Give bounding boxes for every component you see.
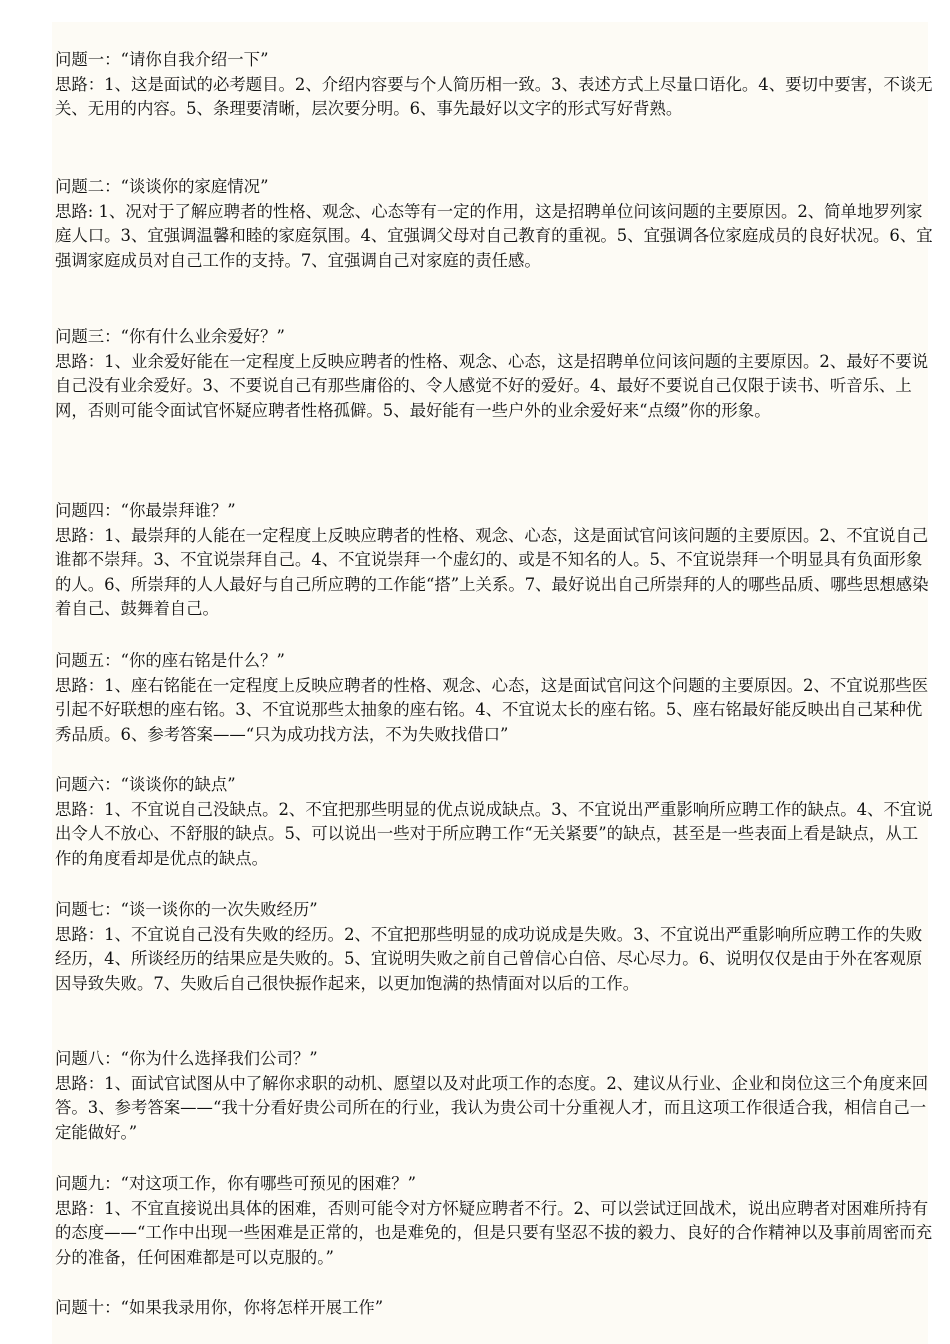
- question-answer: 思路：1、业余爱好能在一定程度上反映应聘者的性格、观念、心态，这是招聘单位问该问题的主要原因。2、最好不要说自己没有业余爱好。3、不要说自己有那些庸俗的、令人感觉不好的爱好。4、最好不要说自己仅限于读书、听音乐、上网，否则可能令面试官怀疑应聘者性格孤僻。5、最好能有一些户外的业余爱好来“点缀”你的形象。: [55, 351, 929, 420]
- question-title: 问题三：“你有什么业余爱好？”: [55, 327, 285, 346]
- question-title: 问题九：“对这项工作，你有哪些可预见的困难？”: [55, 1174, 416, 1193]
- question-4: [55, 499, 933, 622]
- question-3: [55, 325, 933, 423]
- question-8: [55, 1047, 933, 1145]
- question-answer: 思路：1、这是面试的必考题目。2、介绍内容要与个人简历相一致。3、表述方式上尽量口语化。4、要切中要害，不谈无关、无用的内容。5、条理要清晰，层次要分明。6、事先最好以文字的形式写好背熟。: [55, 74, 933, 118]
- question-5: [55, 649, 933, 747]
- question-title: 问题八：“你为什么选择我们公司？”: [55, 1049, 318, 1068]
- question-6: [55, 773, 933, 871]
- question-title: 问题二：“谈谈你的家庭情况”: [55, 177, 269, 196]
- question-9: [55, 1172, 933, 1270]
- question-answer: 思路: 1、况对于了解应聘者的性格、观念、心态等有一定的作用，这是招聘单位问该问题的主要原因。2、简单地罗列家庭人口。3、宜强调温馨和睦的家庭氛围。4、宜强调父母对自己教育的重视。5、宜强调各位家庭成员的良好状况。6、宜强调家庭成员对自己工作的支持。7、宜强调自己对家庭的责任感。: [55, 201, 933, 270]
- question-answer: 思路：1、面试官试图从中了解你求职的动机、愿望以及对此项工作的态度。2、建议从行业、企业和岗位这三个角度来回答。3、参考答案——“我十分看好贵公司所在的行业，我认为贵公司十分重视人才，而且这项工作很适合我，相信自己一定能做好。”: [55, 1073, 929, 1142]
- question-answer: 思路：1、座右铭能在一定程度上反映应聘者的性格、观念、心态，这是面试官问这个问题的主要原因。2、不宜说那些医引起不好联想的座右铭。3、不宜说那些太抽象的座右铭。4、不宜说太长的座右铭。5、座右铭最好能反映出自己某种优秀品质。6、参考答案——“只为成功找方法，不为失败找借口”: [55, 675, 929, 744]
- question-title: 问题六：“谈谈你的缺点”: [55, 775, 236, 794]
- question-answer: 思路：1、不宜直接说出具体的困难，否则可能令对方怀疑应聘者不行。2、可以尝试迂回战术，说出应聘者对困难所持有的态度——“工作中出现一些困难是正常的，也是难免的，但是只要有坚忍不拔的毅力、良好的合作精神以及事前周密而充分的准备，任何困难都是可以克服的。”: [55, 1198, 933, 1267]
- question-answer: 思路：1、不宜说自己没缺点。2、不宜把那些明显的优点说成缺点。3、不宜说出严重影响所应聘工作的缺点。4、不宜说出令人不放心、不舒服的缺点。5、可以说出一些对于所应聘工作“无关紧要”的缺点，甚至是一些表面上看是缺点，从工作的角度看却是优点的缺点。: [55, 799, 933, 868]
- question-title: 问题一：“请你自我介绍一下”: [55, 50, 269, 69]
- question-answer: 思路：1、不宜说自己没有失败的经历。2、不宜把那些明显的成功说成是失败。3、不宜说出严重影响所应聘工作的失败经历，4、所谈经历的结果应是失败的。5、宜说明失败之前自己曾信心白倍、尽心尽力。6、说明仅仅是由于外在客观原因导致失败。7、失败后自己很快振作起来，以更加饱满的热情面对以后的工作。: [55, 924, 923, 993]
- question-answer: 思路：1、最崇拜的人能在一定程度上反映应聘者的性格、观念、心态，这是面试官问该问题的主要原因。2、不宜说自己谁都不崇拜。3、不宜说崇拜自己。4、不宜说崇拜一个虚幻的、或是不知名的人。5、不宜说崇拜一个明显具有负面形象的人。6、所崇拜的人人最好与自己所应聘的工作能“搭”上关系。7、最好说出自己所崇拜的人的哪些品质、哪些思想感染着自己、鼓舞着自己。: [55, 525, 929, 618]
- question-7: [55, 898, 933, 996]
- question-title: 问题五：“你的座右铭是什么？”: [55, 651, 285, 670]
- question-1: [55, 48, 933, 122]
- question-title: 问题四：“你最崇拜谁？”: [55, 501, 236, 520]
- question-title: 问题七：“谈一谈你的一次失败经历”: [55, 900, 318, 919]
- question-2: [55, 175, 933, 273]
- question-title: 问题十：“如果我录用你，你将怎样开展工作”: [55, 1298, 384, 1317]
- question-10: [55, 1296, 383, 1321]
